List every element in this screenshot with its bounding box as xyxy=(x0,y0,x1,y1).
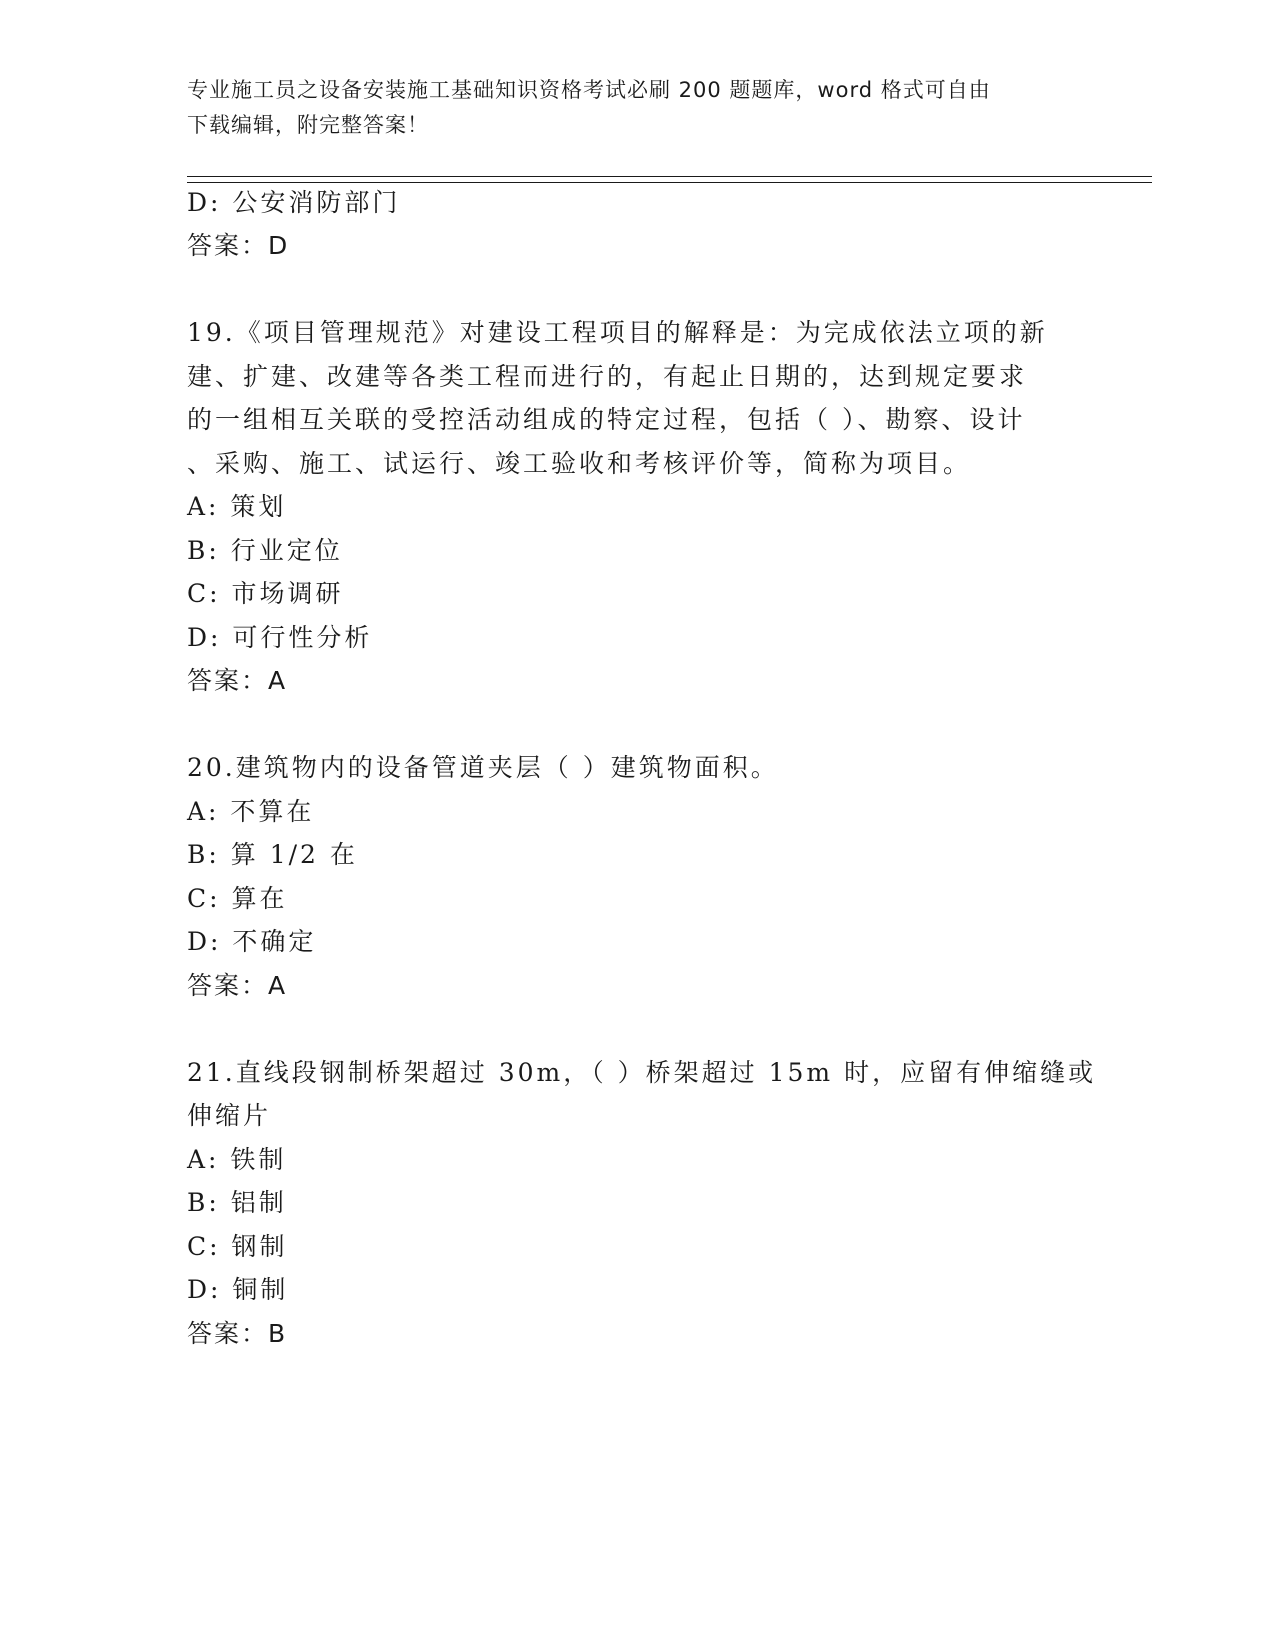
prev-answer: 答案：D xyxy=(187,231,290,260)
q19-option-c: C: 市场调研 xyxy=(187,579,344,608)
q20-option-c: C: 算在 xyxy=(187,884,288,913)
q20-answer: 答案：A xyxy=(187,971,288,1000)
q19-stem-line-2: 建、扩建、改建等各类工程而进行的，有起止日期的，达到规定要求 xyxy=(187,362,1028,391)
q19-option-a: A: 策划 xyxy=(187,492,287,521)
header-line-1: 专业施工员之设备安装施工基础知识资格考试必刷 200 题题库，word 格式可自由 xyxy=(187,78,991,102)
q21-option-b: B: 铝制 xyxy=(187,1188,287,1217)
q20-option-d: D: 不确定 xyxy=(187,927,317,956)
q19-stem-line-3: 的一组相互关联的受控活动组成的特定过程，包括（ ）、勘察、设计 xyxy=(187,405,1026,434)
q21-answer: 答案：B xyxy=(187,1319,288,1348)
q20-stem-line-1: 20.建筑物内的设备管道夹层（ ）建筑物面积。 xyxy=(187,753,779,782)
q19-option-b: B: 行业定位 xyxy=(187,536,343,565)
q21-option-c: C: 钢制 xyxy=(187,1232,288,1261)
q21-stem-line-1: 21.直线段钢制桥架超过 30m，（ ）桥架超过 15m 时，应留有伸缩缝或 xyxy=(187,1058,1097,1087)
q21-option-d: D: 铜制 xyxy=(187,1275,289,1304)
q20-option-b: B: 算 1/2 在 xyxy=(187,840,358,869)
q19-stem-line-1: 19.《项目管理规范》对建设工程项目的解释是：为完成依法立项的新 xyxy=(187,318,1048,347)
q21-option-a: A: 铁制 xyxy=(187,1145,287,1174)
header-rule-top xyxy=(187,176,1152,177)
q21-stem-line-2: 伸缩片 xyxy=(187,1101,272,1130)
header-line-2: 下载编辑，附完整答案！ xyxy=(187,113,429,137)
q20-option-a: A: 不算在 xyxy=(187,797,315,826)
q19-stem-line-4: 、采购、施工、试运行、竣工验收和考核评价等，简称为项目。 xyxy=(187,449,972,478)
document-header xyxy=(187,73,1067,143)
prev-option-d: D: 公安消防部门 xyxy=(187,188,401,217)
header-rule-bottom xyxy=(187,182,1152,183)
q19-answer: 答案：A xyxy=(187,666,288,695)
q19-option-d: D: 可行性分析 xyxy=(187,623,373,652)
